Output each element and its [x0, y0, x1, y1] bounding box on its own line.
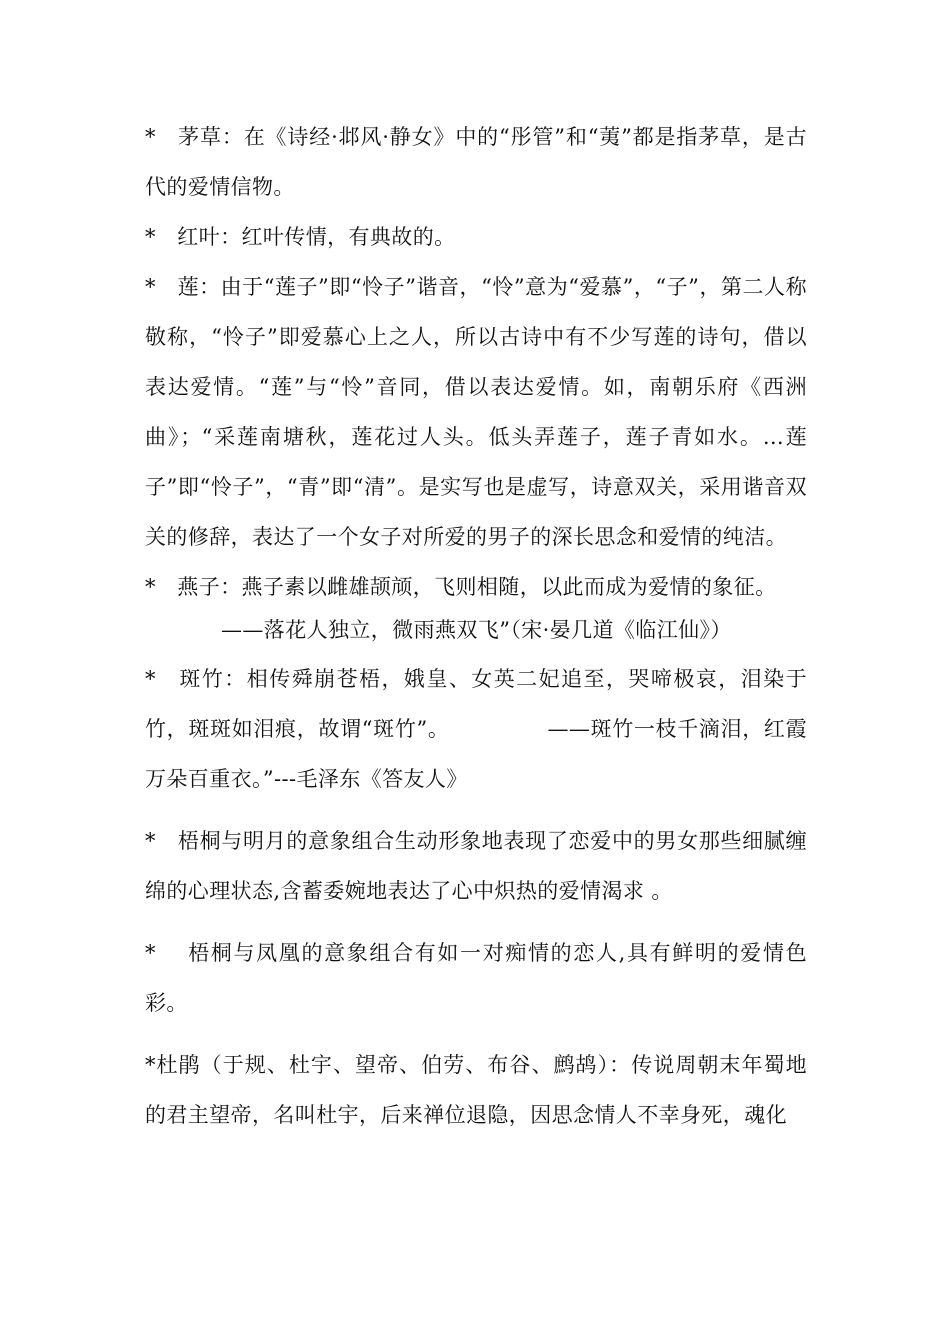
paragraph-lian: * 莲：由于“莲子”即“怜子”谐音，“怜”意为“爱慕”，“子”，第二人称敬称，“怜子”即爱慕心上之人，所以古诗中有不少写莲的诗句，借以表达爱情。“莲”与“怜”音同，借以表达爱情。如，南朝乐府《西洲曲》；“采莲南塘秋，莲花过人头。低头弄莲子，莲子青如水。…莲子”即“怜子”，“青”即“清”。是实写也是虚写，诗意双关，采用谐音双关的修辞，表达了一个女子对所爱的男子的深长思念和爱情的纯洁。 [145, 275, 807, 549]
paragraph-banzhu: * 斑竹：相传舜崩苍梧，娥皇、女英二妃追至，哭啼极哀，泪染于竹，斑斑如泪痕，故谓“斑竹”。 ——斑竹一枝千滴泪，红霞万朵百重衣。”---毛泽东《答友人》 [145, 667, 807, 791]
paragraph-wutong-fenghuang: * 梧桐与凤凰的意象组合有如一对痴情的恋人,具有鲜明的爱情色彩。 [145, 941, 807, 1015]
paragraph-wutong-mingyue: * 梧桐与明月的意象组合生动形象地表现了恋爱中的男女那些细腻缠绵的心理状态,含蓄委婉地表达了心中炽热的爱情渴求 。 [145, 829, 807, 903]
document-body [145, 112, 807, 1140]
paragraph-dujuan: *杜鹃（于规、杜宇、望帝、伯劳、布谷、鹧鸪）：传说周朝末年蜀地的君主望帝，名叫杜宇，后来禅位退隐，因思念情人不幸身死，魂化 [145, 1053, 807, 1127]
paragraph-maocao: * 茅草：在《诗经·邶风·静女》中的“彤管”和“荑”都是指茅草，是古代的爱情信物。 [145, 125, 807, 199]
quote-linjiangxian: ——落花人独立，微雨燕双飞”（宋·晏几道《临江仙》） [221, 618, 732, 642]
paragraph-yanzi: * 燕子：燕子素以雌雄颉颃，飞则相随，以此而成为爱情的象征。 [145, 575, 777, 599]
paragraph-hongye: * 红叶：红叶传情，有典故的。 [145, 225, 456, 249]
